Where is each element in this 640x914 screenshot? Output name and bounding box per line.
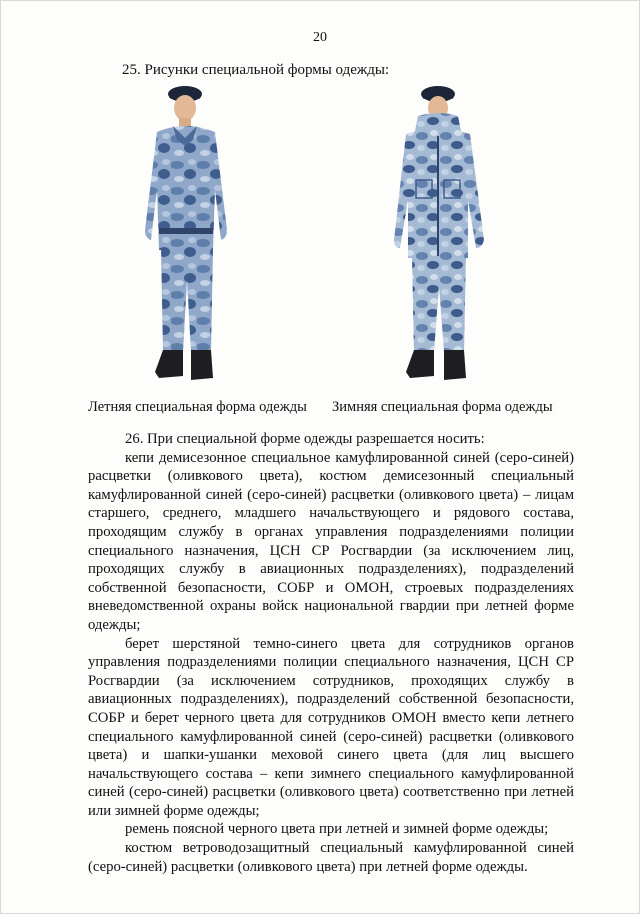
list-item: берет шерстяной темно-синего цвета для сотрудников органов управления подразделениями полиции специального назначения, ЦСН СР Росгвардии (за исключением сотрудников, проходящих службу в авиационных подразделениях), подразделений собственной безопасности, СОБР и берет черного цвета для сотрудников ОМОН вместо кепи летнего специального камуфлированной синей (серо-синей) расцветки (оливкового цвета) и шапки-ушанки меховой синего цвета (для лиц высшего начальствующего состава – кепи зимнего специального камуфлированной синей (серо-синей) расцветки (оливкового цвета) соответственно при летней или зимней форме одежды; — [88, 635, 574, 819]
list-item: ремень поясной черного цвета при летней и зимней форме одежды; — [125, 821, 549, 838]
section-26 — [88, 430, 574, 876]
winter-uniform-caption: Зимняя специальная форма одежды — [332, 399, 553, 415]
list-item: костюм ветроводозащитный специальный камуфлированной синей (серо-синей) расцветки (оливкового цвета) при летней форме одежды. — [88, 840, 574, 875]
page-number: 20 — [313, 30, 327, 45]
summer-uniform-illustration — [145, 80, 245, 390]
section-26-heading: 26. При специальной форме одежды разрешается носить: — [125, 431, 485, 447]
summer-uniform-caption: Летняя специальная форма одежды — [88, 399, 307, 415]
section-25-heading: 25. Рисунки специальной формы одежды: — [122, 62, 390, 78]
winter-uniform-illustration — [392, 80, 492, 390]
list-item: кепи демисезонное специальное камуфлированной синей (серо-синей) расцветки (оливкового цвета), костюм демисезонный специальный камуфлированной синей (серо-синей) расцветки (оливкового цвета) – лицам старшего, среднего, младшего начальствующего и рядового состава, проходящим службу в органах управления подразделениями полиции специального назначения, ЦСН СР Росгвардии (за исключением лиц, проходящих службу в авиационных подразделениях), подразделений собственной безопасности, СОБР и ОМОН, строевых подразделениях вневедомственной охраны войск национальной гвардии при летней форме одежды; — [88, 449, 574, 633]
